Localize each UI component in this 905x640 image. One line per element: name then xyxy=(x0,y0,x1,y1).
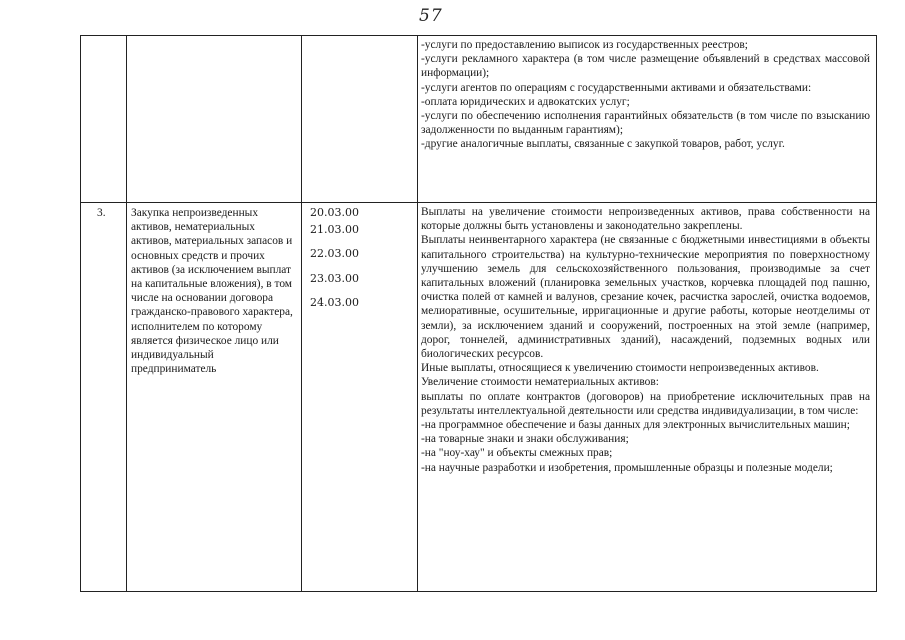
codes-cell xyxy=(302,36,418,203)
table-row xyxy=(81,36,877,203)
description-line: -на товарные знаки и знаки обслуживания; xyxy=(421,433,629,446)
page-number: 57 xyxy=(419,6,443,26)
codes-cell xyxy=(302,203,418,592)
item-name: Закупка непроизведенных активов, нематериальных активов, материальных запасов и основных средств и прочих активов (за исключением выплат на капитальные вложения), в том числе на основании договора гражданско-правового характера, исполнителем по которому является физическое лицо или индивидуальный предприниматель xyxy=(131,207,293,376)
description-cell xyxy=(418,36,877,203)
description-line: -оплата юридических и адвокатских услуг; xyxy=(421,95,630,108)
code-item: 23.03.00 xyxy=(310,271,359,285)
expense-classification-table xyxy=(80,35,877,592)
description-line: -услуги агентов по операциям с государственными активами и обязательствами: xyxy=(421,81,812,94)
row-number-cell xyxy=(81,203,127,592)
description-line: выплаты по оплате контрактов (договоров) на приобретение исключительных прав на результаты интеллектуальной деятельности или средства индивидуализации, в том числе: xyxy=(421,390,870,417)
description-list xyxy=(418,203,876,475)
description-cell xyxy=(418,203,877,592)
code-item: 22.03.00 xyxy=(310,247,359,261)
item-name-cell xyxy=(127,203,302,592)
description-line: Выплаты неинвентарного характера (не связанные с бюджетными инвестициями в объекты капитального строительства) на культурно-технические мероприятия по поверхностному улучшению земель для сельскохозяйственного пользования, производимые за счет капитальных вложений (планировка земельных участков, корчевка площадей под пашню, очистка полей от камней и валунов, срезание кочек, расчистка зарослей, очистка водоемов, мелиоративные, осушительные, ирригационные и другие работы, которые неотделимы от земли), за исключением зданий и сооружений, построенных на этой земле (например, дорог, тоннелей, административных зданий), насаждений, подземных водных или биологических ресурсов. xyxy=(421,234,870,361)
code-item: 20.03.00 xyxy=(310,206,359,219)
item-name-cell xyxy=(127,36,302,203)
description-line: -другие аналогичные выплаты, связанные с закупкой товаров, работ, услуг. xyxy=(421,138,785,151)
description-line: -услуги рекламного характера (в том числе размещение объявлений в средствах массовой информации); xyxy=(421,53,870,80)
description-line: Увеличение стоимости нематериальных активов: xyxy=(421,376,659,389)
codes-list xyxy=(302,203,417,310)
code-item: 24.03.00 xyxy=(310,295,359,309)
description-line: -услуги по предоставлению выписок из государственных реестров; xyxy=(421,39,748,51)
description-line: -на "ноу-хау" и объекты смежных прав; xyxy=(421,447,613,460)
description-line: -на программное обеспечение и базы данных для электронных вычислительных машин; xyxy=(421,419,850,432)
description-list xyxy=(418,36,876,152)
row-number-cell xyxy=(81,36,127,203)
description-line: -на научные разработки и изобретения, промышленные образцы и полезные модели; xyxy=(421,461,833,474)
table-row xyxy=(81,203,877,592)
description-line: -услуги по обеспечению исполнения гарантийных обязательств (в том числе по взысканию задолженности по выданным гарантиям); xyxy=(421,110,870,137)
item-name xyxy=(127,36,301,39)
row-number xyxy=(81,36,126,39)
row-number: 3. xyxy=(97,207,106,219)
code-item: 21.03.00 xyxy=(310,223,359,237)
description-line: Иные выплаты, относящиеся к увеличению стоимости непроизведенных активов. xyxy=(421,362,819,375)
description-line: Выплаты на увеличение стоимости непроизведенных активов, права собственности на которые должны быть установлены и законодательно закреплены. xyxy=(421,206,870,233)
